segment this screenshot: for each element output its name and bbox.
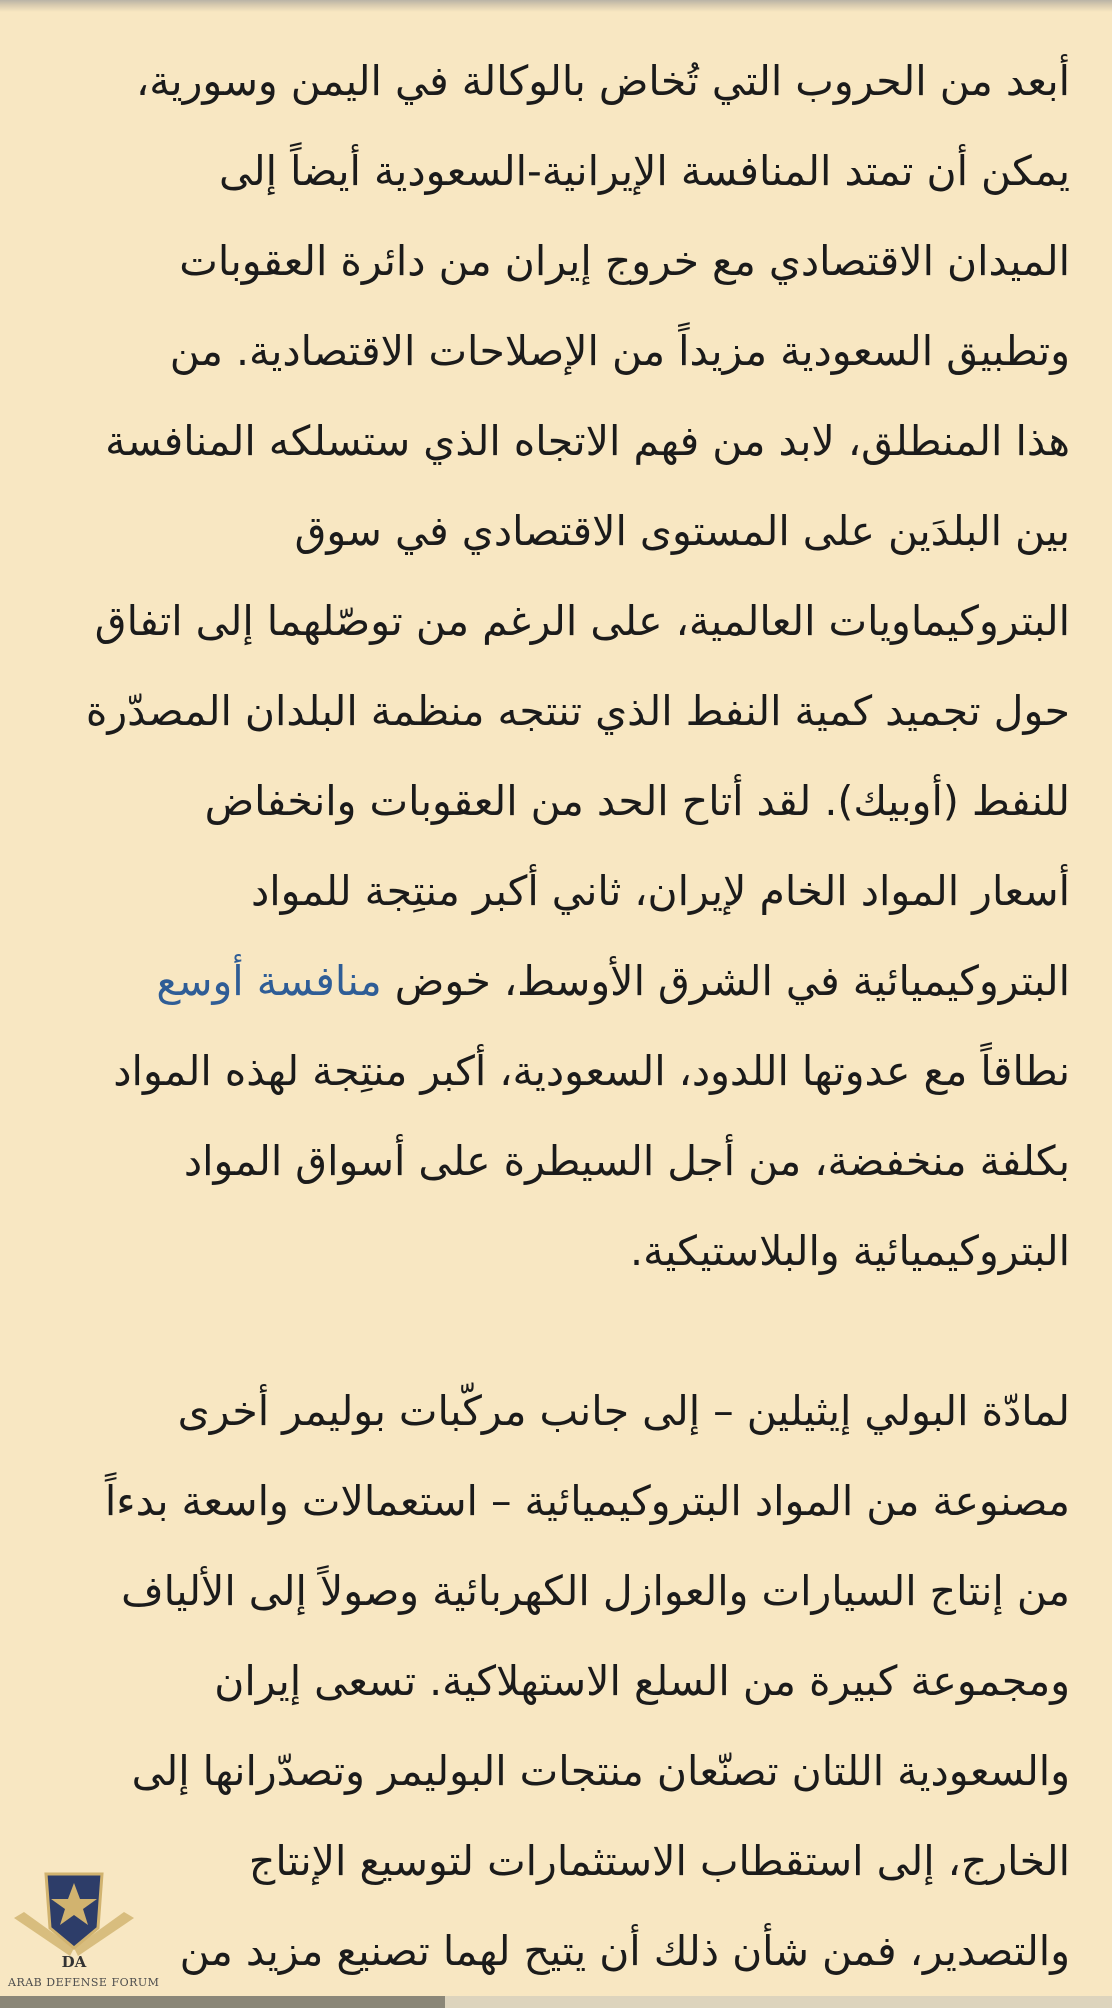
text-line: للنفط (أوبيك). لقد أتاح الحد من العقوبات وانخفاض — [204, 777, 1070, 825]
reading-progress-fill — [0, 1996, 445, 2008]
text-line: حول تجميد كمية النفط الذي تنتجه منظمة البلدان المصدّرة — [85, 687, 1070, 735]
text-line: والتصدير، فمن شأن ذلك أن يتيح لهما تصنيع مزيد من — [179, 1927, 1070, 1975]
text-line: لمادّة البولي إيثيلين – إلى جانب مركّبات بوليمر أخرى — [177, 1387, 1070, 1435]
text-line: هذا المنطلق، لابد من فهم الاتجاه الذي ستسلكه المنافسة — [105, 417, 1070, 465]
text-line: البتروكيميائية والبلاستيكية. — [630, 1227, 1070, 1275]
reading-progress-bar — [0, 1996, 1112, 2008]
text-line: نطاقاً مع عدوتها اللدود، السعودية، أكبر منتِجة لهذه المواد — [113, 1047, 1070, 1095]
svg-text:DA: DA — [61, 1953, 87, 1971]
text-line: بكلفة منخفضة، من أجل السيطرة على أسواق المواد — [183, 1137, 1070, 1185]
text-line: أسعار المواد الخام لإيران، ثاني أكبر منتِجة للمواد — [251, 867, 1070, 915]
forum-logo-icon — [6, 1856, 142, 1972]
text-line: يمكن أن تمتد المنافسة الإيرانية-السعودية أيضاً إلى — [218, 147, 1070, 195]
article-link[interactable]: منافسة أوسع — [156, 957, 382, 1005]
text-line: من إنتاج السيارات والعوازل الكهربائية وصولاً إلى الألياف — [121, 1567, 1070, 1615]
text-line: الميدان الاقتصادي مع خروج إيران من دائرة العقوبات — [179, 237, 1070, 285]
text-line: ومجموعة كبيرة من السلع الاستهلاكية. تسعى إيران — [214, 1657, 1070, 1705]
text-line: والسعودية اللتان تصنّعان منتجات البوليمر وتصدّرانها إلى — [131, 1747, 1070, 1795]
forum-logo-text: ARAB DEFENSE FORUM — [8, 1976, 160, 1989]
text-line: وتطبيق السعودية مزيداً من الإصلاحات الاقتصادية. من — [169, 327, 1070, 375]
text-line: البتروكيماويات العالمية، على الرغم من توصّلهما إلى اتفاق — [94, 597, 1070, 645]
text-line-segment: البتروكيميائية في الشرق الأوسط، خوض — [381, 957, 1070, 1005]
text-line: الخارج، إلى استقطاب الاستثمارات لتوسيع الإنتاج — [248, 1837, 1070, 1885]
text-line: أبعد من الحروب التي تُخاض بالوكالة في اليمن وسورية، — [135, 57, 1070, 105]
text-line: بين البلدَين على المستوى الاقتصادي في سوق — [294, 507, 1070, 555]
text-line-with-link — [30, 936, 1070, 1026]
text-line: مصنوعة من المواد البتروكيميائية – استعمالات واسعة بدءاً — [104, 1477, 1070, 1525]
